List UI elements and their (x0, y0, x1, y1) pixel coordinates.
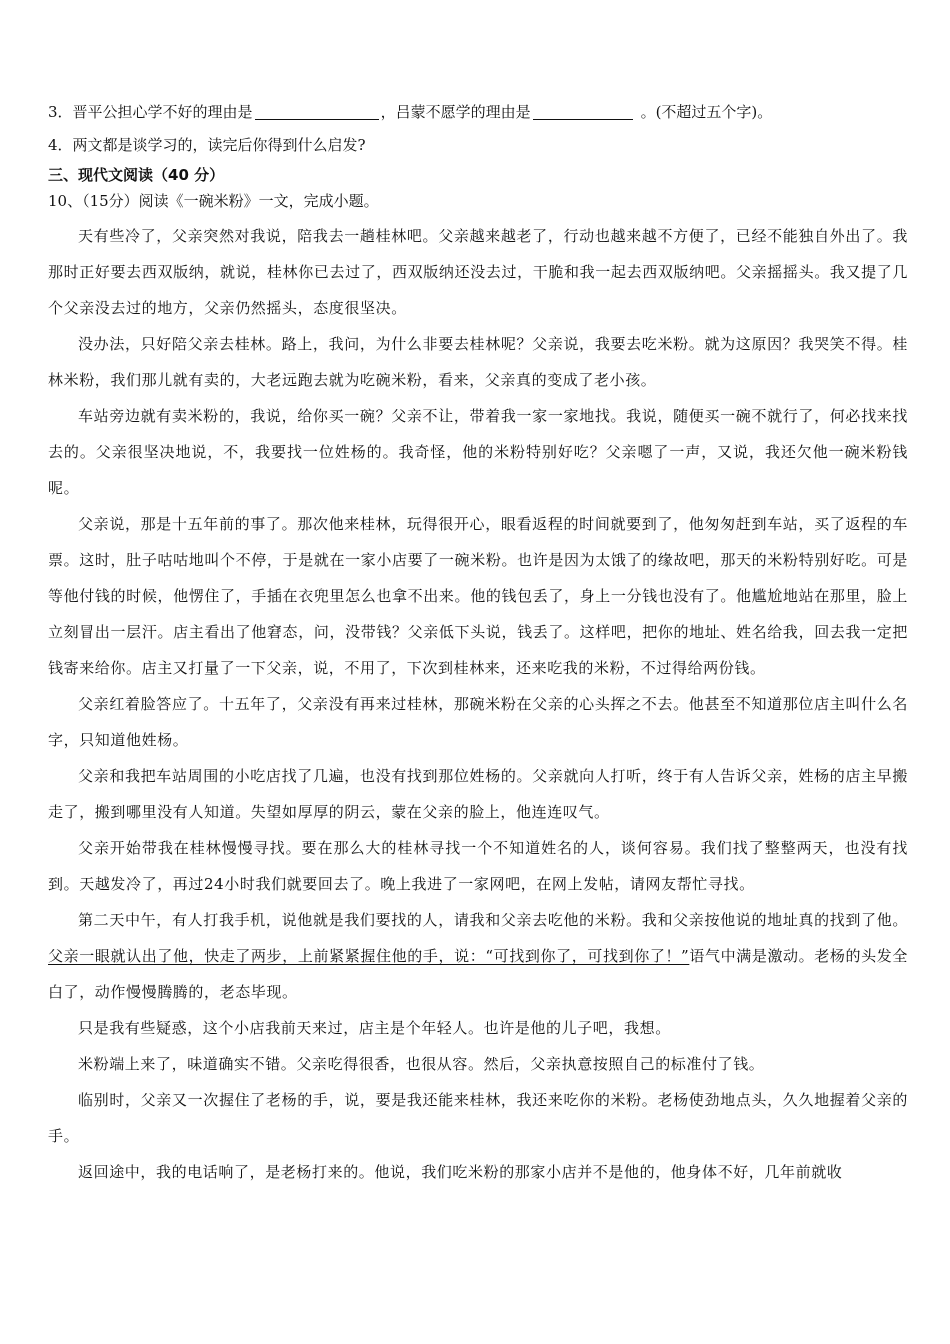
passage-paragraph-underlined (48, 902, 908, 1010)
passage-paragraph: 父亲说，那是十五年前的事了。那次他来桂林，玩得很开心，眼看返程的时间就要到了，他匆匆赶到车站，买了返程的车票。这时，肚子咕咕地叫个不停，于是就在一家小店要了一碗米粉。也许是因为太饿了的缘故吧，那天的米粉特别好吃。可是等他付钱的时候，他愣住了，手插在衣兜里怎么也拿不出来。他的钱包丢了，身上一分钱也没有了。他尴尬地站在那里，脸上立刻冒出一层汗。店主看出了他窘态，问，没带钱？父亲低下头说，钱丢了。这样吧，把你的地址、姓名给我，回去我一定把钱寄来给你。店主又打量了一下父亲，说，不用了，下次到桂林来，还来吃我的米粉，不过得给两份钱。 (48, 515, 908, 677)
question-3-text-part3: 。(不超过五个字)。 (640, 103, 773, 121)
question-3-text-part2: ，吕蒙不愿学的理由是 (380, 103, 531, 121)
passage-paragraph: 天有些冷了，父亲突然对我说，陪我去一趟桂林吧。父亲越来越老了，行动也越来越不方便了，已经不能独自外出了。我那时正好要去西双版纳，就说，桂林你已去过了，西双版纳还没去过，干脆和我一起去西双版纳吧。父亲摇摇头。我又提了几个父亲没去过的地方，父亲仍然摇头，态度很坚决。 (48, 227, 908, 317)
passage-paragraph: 只是我有些疑惑，这个小店我前天来过，店主是个年轻人。也许是他的儿子吧，我想。 (78, 1019, 671, 1037)
question-3-number: 3． (48, 103, 73, 121)
underlined-sentence: 父亲一眼就认出了他，快走了两步，上前紧紧握住他的手，说：“可找到你了，可找到你了！” (48, 947, 690, 965)
passage-paragraph: 父亲红着脸答应了。十五年了，父亲没有再来过桂林，那碗米粉在父亲的心头挥之不去。他甚至不知道那位店主叫什么名字，只知道他姓杨。 (48, 695, 908, 749)
question-3-text-part1: 晋平公担心学不好的理由是 (72, 103, 253, 121)
passage-paragraph: 临别时，父亲又一次握住了老杨的手，说，要是我还能来桂林，我还来吃你的米粉。老杨使劲地点头，久久地握着父亲的手。 (48, 1091, 908, 1145)
passage-paragraph: 车站旁边就有卖米粉的，我说，给你买一碗？父亲不让，带着我一家一家地找。我说，随便买一碗不就行了，何必找来找去的。父亲很坚决地说，不，我要找一位姓杨的。我奇怪，他的米粉特别好吃？父亲嗯了一声，又说，我还欠他一碗米粉钱呢。 (48, 407, 908, 497)
passage-paragraph: 父亲和我把车站周围的小吃店找了几遍，也没有找到那位姓杨的。父亲就向人打听，终于有人告诉父亲，姓杨的店主早搬走了，搬到哪里没有人知道。失望如厚厚的阴云，蒙在父亲的脸上，他连连叹气。 (48, 767, 908, 821)
question-4-number: 4． (48, 136, 73, 154)
document-page (48, 96, 908, 1190)
question-4-text: 两文都是谈学习的，读完后你得到什么启发? (72, 136, 366, 154)
question-10-intro: 10、（15分）阅读《一碗米粉》一文，完成小题。 (48, 192, 379, 210)
answer-blank-2[interactable] (533, 103, 633, 120)
section-title: 三、现代文阅读（40 分） (48, 166, 225, 184)
paragraph-text-before: 第二天中午，有人打我手机，说他就是我们要找的人，请我和父亲去吃他的米粉。我和父亲按他说的地址真的找到了他。 (78, 911, 908, 929)
paragraph-text-after: 语气中满是激动。老杨的头发全白了，动作慢慢腾腾的，老态毕现。 (48, 947, 908, 1001)
passage-paragraph: 父亲开始带我在桂林慢慢寻找。要在那么大的桂林寻找一个不知道姓名的人，谈何容易。我们找了整整两天，也没有找到。天越发冷了，再过24小时我们就要回去了。晚上我进了一家网吧，在网上发帖，请网友帮忙寻找。 (48, 839, 908, 893)
question-3 (48, 96, 908, 129)
question-4 (48, 129, 908, 162)
answer-blank-1[interactable] (255, 103, 379, 120)
passage-paragraph: 没办法，只好陪父亲去桂林。路上，我问，为什么非要去桂林呢？父亲说，我要去吃米粉。就为这原因？我哭笑不得。桂林米粉，我们那儿就有卖的，大老远跑去就为吃碗米粉，看来，父亲真的变成了老小孩。 (48, 335, 908, 389)
passage-paragraph: 米粉端上来了，味道确实不错。父亲吃得很香，也很从容。然后，父亲执意按照自己的标准付了钱。 (78, 1055, 765, 1073)
passage-paragraph: 返回途中，我的电话响了，是老杨打来的。他说，我们吃米粉的那家小店并不是他的，他身体不好，几年前就收 (78, 1163, 843, 1181)
